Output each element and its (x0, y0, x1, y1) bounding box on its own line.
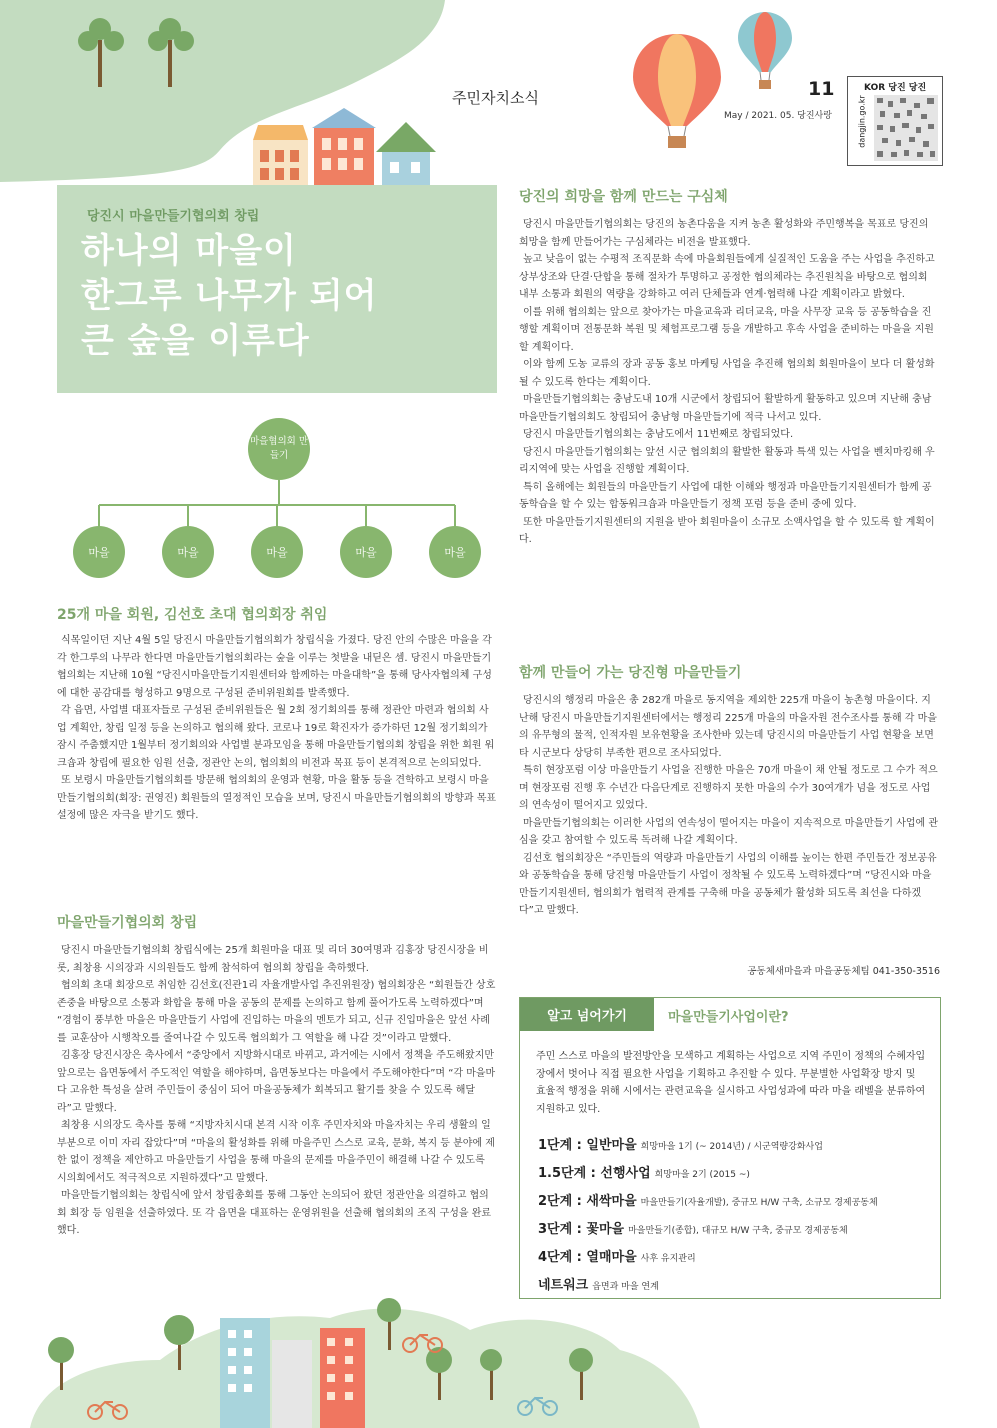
paragraph: 마을만들기협의회는 충남도내 10개 시군에서 창립되어 활발하게 활동하고 있으며 지난해 충남 마을만들기협의회도 창립되어 충남형 마을만들기에 적극 나서고 있다. (519, 394, 932, 423)
tree-icon (140, 15, 210, 87)
section-title: 당진의 희망을 함께 만드는 구심체 (519, 189, 728, 205)
stage-item (538, 1246, 933, 1265)
org-chart-node: 마을 (162, 526, 214, 578)
hot-air-balloon-icon (735, 10, 795, 92)
hero-banner (57, 185, 497, 393)
stage-item (538, 1162, 933, 1181)
stage-label: 1.5단계 : 선행사업 (538, 1166, 651, 1181)
left-section-2 (57, 912, 497, 1240)
stage-detail: 사후 유지관리 (640, 1254, 696, 1264)
hero-title-line: 하나의 마을이 (81, 231, 297, 271)
stage-list (538, 1134, 933, 1302)
section-title: 함께 만들어 가는 당진형 마을만들기 (519, 665, 742, 681)
stage-detail: 희망마을 1기 (~ 2014년) / 시군역량강화사업 (640, 1142, 823, 1152)
stage-detail: 희망마을 2기 (2015 ~) (654, 1170, 750, 1180)
paragraph: 최창용 시의장도 축사를 통해 “지방자치시대 본격 시작 이후 주민자치와 마을자치는 우리 생활의 일부분으로 이미 자리 잡았다”며 “마을의 활성화를 위해 마을주민 스스로 교육, 문화, 복지 등 분야에 제한 없이 정책을 제안하고 마을만들기 사업을 통해 마을의 문제를 마을주민이 해결해 나갈 수 있도록 시의회에서도 적극적으로 지원하겠다”고 말했다. (57, 1120, 495, 1184)
qr-code-icon (874, 95, 938, 161)
bottom-city-illustration (0, 1290, 997, 1428)
stage-item (538, 1134, 933, 1153)
stamp-url: dangjin.go.kr (857, 95, 867, 148)
info-box-description: 주민 스스로 마을의 발전방안을 모색하고 계획하는 사업으로 지역 주민이 정책의 수혜자입장에서 벗어나 직접 필요한 사업을 기획하고 추진할 수 있다. 무분별한 사업확장 방지 및 효율적 행정을 위해 시에서는 관련교육을 실시하고 사업성과에 따라 마을 래벨을 분류하여 지원하고 있다. (536, 1051, 926, 1115)
paragraph: 특히 현장포럼 이상 마을만들기 사업을 진행한 마을은 70개 마을이 채 안될 정도로 그 수가 적으며 현장포럼 진행 후 수년간 다음단계로 진행하지 못한 마을의 수가 30여개가 넘을 정도로 사업의 연속성이 떨어지고 있었다. (519, 765, 938, 811)
stage-detail: 마을만들기(자율개발), 중규모 H/W 구축, 소규모 경제공동체 (640, 1198, 878, 1208)
paragraph: 당진시 마을만들기협의회는 당진의 농촌다움을 지켜 농촌 활성화와 주민행복을 목표로 당진의 희망을 함께 만들어가는 구심체라는 비전을 발표했다. (519, 219, 929, 248)
paragraph: 또 보령시 마을만들기협의회를 방문해 협의회의 운영과 현황, 마을 활동 등을 견학하고 보령시 마을만들기협의회(회장: 권영진) 회원들의 열정적인 모습을 보며, 당진시 마을만들기협의회의 방향과 목표 설정에 많은 자극을 받기도 했다. (57, 775, 497, 821)
info-box-tag: 알고 넘어가기 (520, 998, 654, 1031)
org-chart-node: 마을 (73, 526, 125, 578)
paragraph: 또한 마을만들기지원센터의 지원을 받아 회원마을이 소규모 소액사업을 할 수 있도록 할 계획이다. (519, 516, 935, 545)
issue-info: May / 2021. 05. 당진사랑 (724, 111, 832, 121)
hot-air-balloon-icon (630, 32, 725, 150)
info-box-title: 마을만들기사업이란? (668, 1010, 789, 1025)
paragraph: 당진시 마을만들기협의회 창립식에는 25개 회원마을 대표 및 리더 30여명과 김홍장 당진시장을 비롯, 최창용 시의장과 시의원들도 함께 참석하여 협의회 창립을 축하했다. (57, 945, 489, 974)
org-chart-node: 마을 (340, 526, 392, 578)
paragraph: 특히 올해에는 회원들의 마을만들기 사업에 대한 이해와 행정과 마을만들기지원센터가 함께 공동학습을 할 수 있는 합동워크숍과 마을만들기 정책 포럼 등을 준비 중에 있다. (519, 481, 932, 510)
section-title: 마을만들기협의회 창립 (57, 915, 198, 931)
stage-label: 네트워크 (538, 1278, 589, 1293)
hero-subtitle: 당진시 마을만들기협의회 창립 (87, 209, 260, 224)
stage-label: 1단계 : 일반마을 (538, 1138, 637, 1153)
paragraph: 이를 위해 협의회는 앞으로 찾아가는 마을교육과 리더교육, 마을 사무장 교육 등 공동학습을 진행할 계획이며 전통문화 복원 및 체험프로그램 등을 개발하고 후속 사업을 준비하는 마을을 지원할 계획이다. (519, 306, 934, 353)
page-number: 11 (808, 78, 835, 100)
paragraph: 각 읍면, 사업별 대표자들로 구성된 준비위원들은 월 2회 정기회의를 통해 정관안 마련과 협의회 사업 계획안, 창립 일정 등을 논의하고 협의해 왔다. 코로나 19로 확진자가 증가하던 12월 정기회의가 잠시 주춤했지만 1월부터 정기회의와 사업별 분과모임을 통해 마을만들기협의회 창립을 위한 회원 워크숍과 창립에 필요한 임원 선출, 정관안 논의, 협의회의 비전과 목표 등이 본격적으로 논의되었다. (57, 705, 495, 769)
stage-label: 2단계 : 새싹마을 (538, 1194, 637, 1209)
paragraph: 높고 낮음이 없는 수평적 조직문화 속에 마을회원들에게 실질적인 도움을 주는 사업을 추진하고 상부상조와 단결·단합을 통해 절차가 투명하고 공정한 협의체라는 추진원칙을 바탕으로 협의회 내부 소통과 회원의 역량을 강화하고 여러 단체들과 연계·협력해 나갈 계획이라고 밝혔다. (519, 254, 935, 300)
org-chart-node: 마을 (429, 526, 481, 578)
stage-detail: 읍면과 마을 연계 (592, 1282, 659, 1292)
hero-title (81, 229, 377, 364)
paragraph: 마을만들기협의회는 창립식에 앞서 창립총회를 통해 그동안 논의되어 왔던 정관안을 의결하고 협의회 회장 등 임원을 선출하였다. 또 각 읍면을 대표하는 운영위원을 선출해 협의회의 조직 구성을 완료했다. (57, 1190, 492, 1236)
paragraph: 이와 함께 도농 교류의 장과 공동 홍보 마케팅 사업을 추진해 협의회 회원마을이 보다 더 활성화 될 수 있도록 한다는 계획이다. (519, 359, 935, 388)
info-box (519, 997, 941, 1299)
paragraph: 식목일이던 지난 4월 5일 당진시 마을만들기협의회가 창립식을 가졌다. 당진 안의 수많은 마을을 각각 한그루의 나무라 한다면 마을만들기협의회라는 숲을 이루는 첫발을 내딛은 셈. 당진시 마을만들기협의회는 지난해 10월 “당진시마을만들기지원센터와 함께하는 마을대학”을 통해 당사자협의체 구성에 대한 공감대를 형성하고 9명으로 구성된 준비위원회를 발족했다. (57, 635, 492, 699)
paragraph: 협의회 초대 회장으로 취임한 김선호(진관1리 자율개발사업 추진위원장) 협의회장은 “회원들간 상호 존중을 바탕으로 소통과 화합을 통해 마을 공동의 문제를 논의하고 함께 풀어가도록 노력하겠다”며 “경험이 풍부한 마을은 마을만들기 사업에 진입하는 마을의 멘토가 되고, 신규 진입마을은 앞선 사례를 교훈삼아 시행착오를 줄여나갈 수 있도록 협의회가 그 역할을 해 나갈 것”이라고 말했다. (57, 980, 496, 1044)
section-label: 주민자치소식 (452, 89, 539, 107)
paragraph: 당진시 마을만들기협의회는 충남도에서 11번째로 창립되었다. (523, 429, 794, 440)
houses-illustration (248, 100, 448, 188)
paragraph: 당진시의 행정리 마을은 총 282개 마을로 동지역을 제외한 225개 마을이 농촌형 마을이다. 지난해 당진시 마을만들기지원센터에서는 행정리 225개 마을의 마을자원 전수조사를 통해 각 마을의 유무형의 물적, 인적자원 보유현황을 조사한바 있는데 당진시의 마을만들기 사업 현황을 보면 타 시군보다 상당히 부족한 편으로 조사되었다. (519, 695, 937, 759)
org-chart-node: 마을 (251, 526, 303, 578)
stamp-text: KOR 당진 당진 (864, 83, 927, 93)
right-section-1 (519, 186, 940, 549)
qr-stamp (847, 76, 943, 166)
paragraph: 김선호 협의회장은 “주민들의 역량과 마을만들기 사업의 이해를 높이는 한편 주민들간 정보공유와 공동학습을 통해 당진형 마을만들기 사업이 정착될 수 있도록 노력하겠다”며 “당진시와 마을만들기지원센터, 협의회가 협력적 관계를 구축해 마을 공동체가 활성화 되도록 최선을 다하겠다”고 말했다. (519, 852, 937, 916)
stage-label: 4단계 : 열매마을 (538, 1250, 637, 1265)
hero-title-line: 큰 숲을 이루다 (81, 321, 310, 361)
paragraph: 당진시 마을만들기협의회는 앞선 시군 협의회의 활발한 활동과 특색 있는 사업을 벤치마킹해 우리지역에 맞는 사업을 진행할 계획이다. (519, 446, 935, 475)
tree-icon (70, 15, 140, 87)
left-section-1 (57, 604, 497, 825)
stage-detail: 마을만들기(종합), 대규모 H/W 구축, 중규모 경제공동체 (628, 1226, 848, 1236)
stage-item (538, 1190, 933, 1209)
org-chart-root: 마을협의회 만들기 (248, 418, 310, 480)
contact-info: 공동체새마을과 마을공동체팀 041-350-3516 (747, 966, 940, 977)
paragraph: 김홍장 당진시장은 축사에서 “중앙에서 지방화시대로 바뀌고, 과거에는 시에서 정책을 주도해왔지만 앞으로는 읍면동에서 주도적인 역할을 해야하며, 읍면동보다는 마을에서 주도해야한다”며 “각 마을마다 고유한 특성을 살려 주민들이 중심이 되어 마을공동체가 회복되고 활기를 찾을 수 있도록 해달라”고 말했다. (57, 1050, 496, 1114)
right-section-2 (519, 662, 940, 920)
section-title: 25개 마을 회원, 김선호 초대 협의회장 취임 (57, 607, 328, 623)
stage-item (538, 1218, 933, 1237)
paragraph: 마을만들기협의회는 이러한 사업의 연속성이 떨어지는 마을이 지속적으로 마을만들기 사업에 관심을 갖고 참여할 수 있도록 독려해 나갈 계획이다. (519, 817, 939, 846)
stage-label: 3단계 : 꽃마을 (538, 1222, 625, 1237)
hero-title-line: 한그루 나무가 되어 (81, 276, 378, 316)
